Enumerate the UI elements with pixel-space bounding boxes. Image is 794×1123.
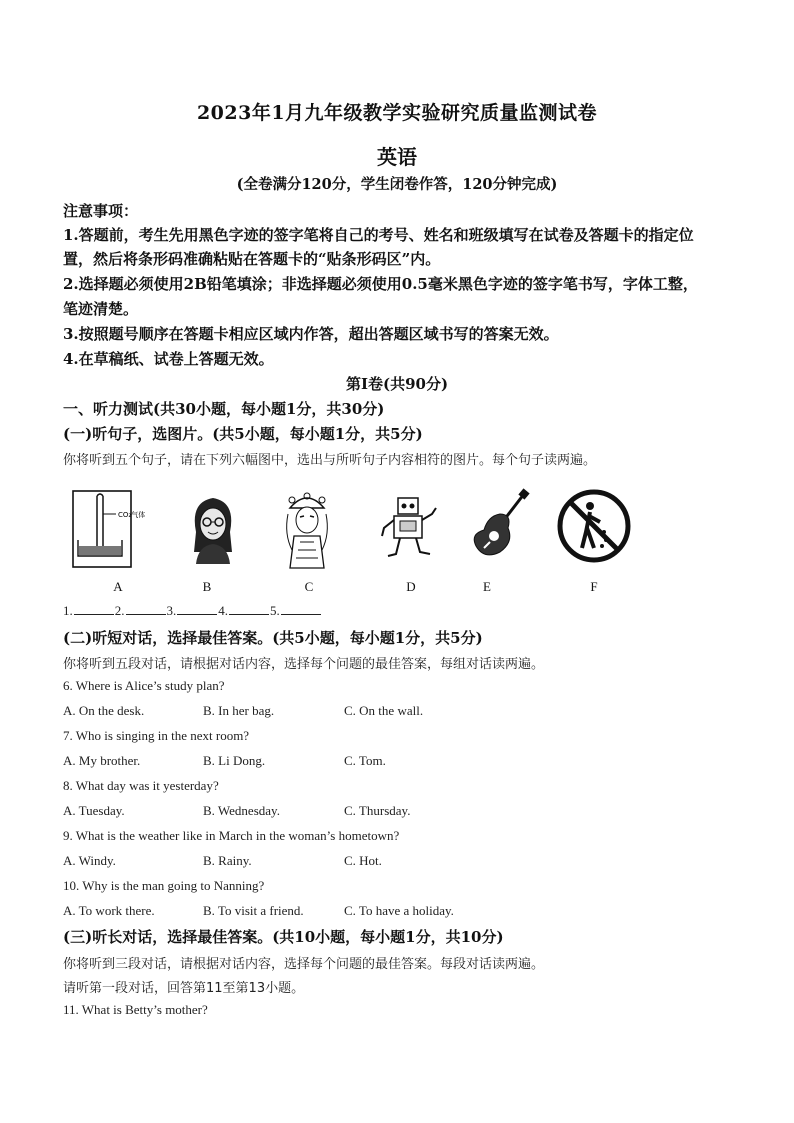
sub3-heading: (三)听长对话，选择最佳答案。(共10小题，每小题1分，共10分) xyxy=(63,928,504,946)
subject-title: 英语 xyxy=(377,145,417,169)
blank-label-5: 5. xyxy=(270,603,280,618)
exam-title: 2023年1月九年级教学实验研究质量监测试卷 xyxy=(196,102,598,124)
blank-label-4: 4. xyxy=(218,603,228,618)
peking-opera-picture xyxy=(282,490,332,568)
picture-label-e: E xyxy=(483,579,491,594)
blank-label-2: 2. xyxy=(114,603,125,618)
question-6: 6. Where is Alice’s study plan? xyxy=(63,678,225,693)
answer-blank-3[interactable] xyxy=(177,603,217,615)
q7-option-a[interactable]: A. My brother. xyxy=(63,753,141,768)
notice-heading: 注意事项： xyxy=(63,202,139,220)
answer-blank-1[interactable] xyxy=(74,603,114,615)
sub1-heading: (一)听句子，选图片。(共5小题，每小题1分，共5分) xyxy=(63,425,423,443)
blank-label-1: 1. xyxy=(63,603,73,618)
q7-option-b[interactable]: B. Li Dong. xyxy=(203,753,266,768)
co2-label: CO₂气体 xyxy=(118,511,146,519)
q10-option-b[interactable]: B. To visit a friend. xyxy=(203,903,304,918)
question-7: 7. Who is singing in the next room? xyxy=(63,728,250,743)
picture-label-d: D xyxy=(406,579,416,594)
question-8: 8. What day was it yesterday? xyxy=(63,778,219,793)
question-10: 10. Why is the man going to Nanning? xyxy=(63,878,265,893)
q9-option-c[interactable]: C. Hot. xyxy=(344,853,382,868)
q9-option-b[interactable]: B. Rainy. xyxy=(203,853,252,868)
answer-blank-4[interactable] xyxy=(229,603,269,615)
listening-section-heading: 一、听力测试(共30小题，每小题1分，共30分) xyxy=(63,400,385,418)
question-11: 11. What is Betty’s mother? xyxy=(63,1002,208,1017)
sub3-instruction-2: 请听第一段对话，回答第11至第13小题。 xyxy=(63,981,305,996)
q8-option-b[interactable]: B. Wednesday. xyxy=(203,803,280,818)
q6-option-c[interactable]: C. On the wall. xyxy=(344,703,424,718)
answer-blanks xyxy=(63,603,322,619)
notice-item-1b: 置，然后将条形码准确粘贴在答题卡的“贴条形码区”内。 xyxy=(63,250,441,268)
notice-item-4: 4.在草稿纸、试卷上答题无效。 xyxy=(63,350,274,368)
q8-option-c[interactable]: C. Thursday. xyxy=(344,803,411,818)
sub1-instruction: 你将听到五个句子，请在下列六幅图中，选出与所听句子内容相符的图片。每个句子读两遍。 xyxy=(63,453,597,468)
sub2-instruction: 你将听到五段对话，请根据对话内容，选择每个问题的最佳答案，每组对话读两遍。 xyxy=(63,657,545,672)
q10-option-c[interactable]: C. To have a holiday. xyxy=(344,903,454,918)
picture-label-a: A xyxy=(113,579,123,594)
picture-label-b: B xyxy=(202,579,212,594)
q6-option-a[interactable]: A. On the desk. xyxy=(63,703,145,718)
woman-with-glasses-picture xyxy=(188,492,238,564)
q7-option-c[interactable]: C. Tom. xyxy=(344,753,386,768)
part1-heading: 第I卷(共90分) xyxy=(345,375,449,393)
answer-blank-5[interactable] xyxy=(281,603,321,615)
notice-item-1a: 1.答题前，考生先用黑色字迹的签字笔将自己的考号、姓名和班级填写在试卷及答题卡的指定位 xyxy=(63,226,694,244)
notice-item-3: 3.按照题号顺序在答题卡相应区域内作答，超出答题区域书写的答案无效。 xyxy=(63,325,559,343)
guitar-picture xyxy=(470,490,530,562)
sub3-instruction: 你将听到三段对话，请根据对话内容，选择每个问题的最佳答案。每段对话读两遍。 xyxy=(63,957,545,972)
exam-note: (全卷满分120分，学生闭卷作答，120分钟完成) xyxy=(236,176,558,193)
answer-blank-2[interactable] xyxy=(126,603,166,615)
notice-item-2a: 2.选择题必须使用2B铅笔填涂；非选择题必须使用0.5毫米黑色字迹的签字笔书写，字体工整， xyxy=(63,275,698,293)
q10-option-a[interactable]: A. To work there. xyxy=(63,903,155,918)
robot-picture xyxy=(378,494,438,560)
no-littering-sign-picture xyxy=(556,488,632,564)
co2-experiment-picture xyxy=(72,490,146,568)
picture-label-f: F xyxy=(590,579,598,594)
notice-item-2b: 笔迹清楚。 xyxy=(63,300,139,318)
picture-label-c: C xyxy=(304,579,314,594)
blank-label-3: 3. xyxy=(166,603,177,618)
q9-option-a[interactable]: A. Windy. xyxy=(63,853,116,868)
question-9: 9. What is the weather like in March in the woman’s hometown? xyxy=(63,828,400,843)
q6-option-b[interactable]: B. In her bag. xyxy=(203,703,275,718)
sub2-heading: (二)听短对话，选择最佳答案。(共5小题，每小题1分，共5分) xyxy=(63,629,483,647)
q8-option-a[interactable]: A. Tuesday. xyxy=(63,803,125,818)
